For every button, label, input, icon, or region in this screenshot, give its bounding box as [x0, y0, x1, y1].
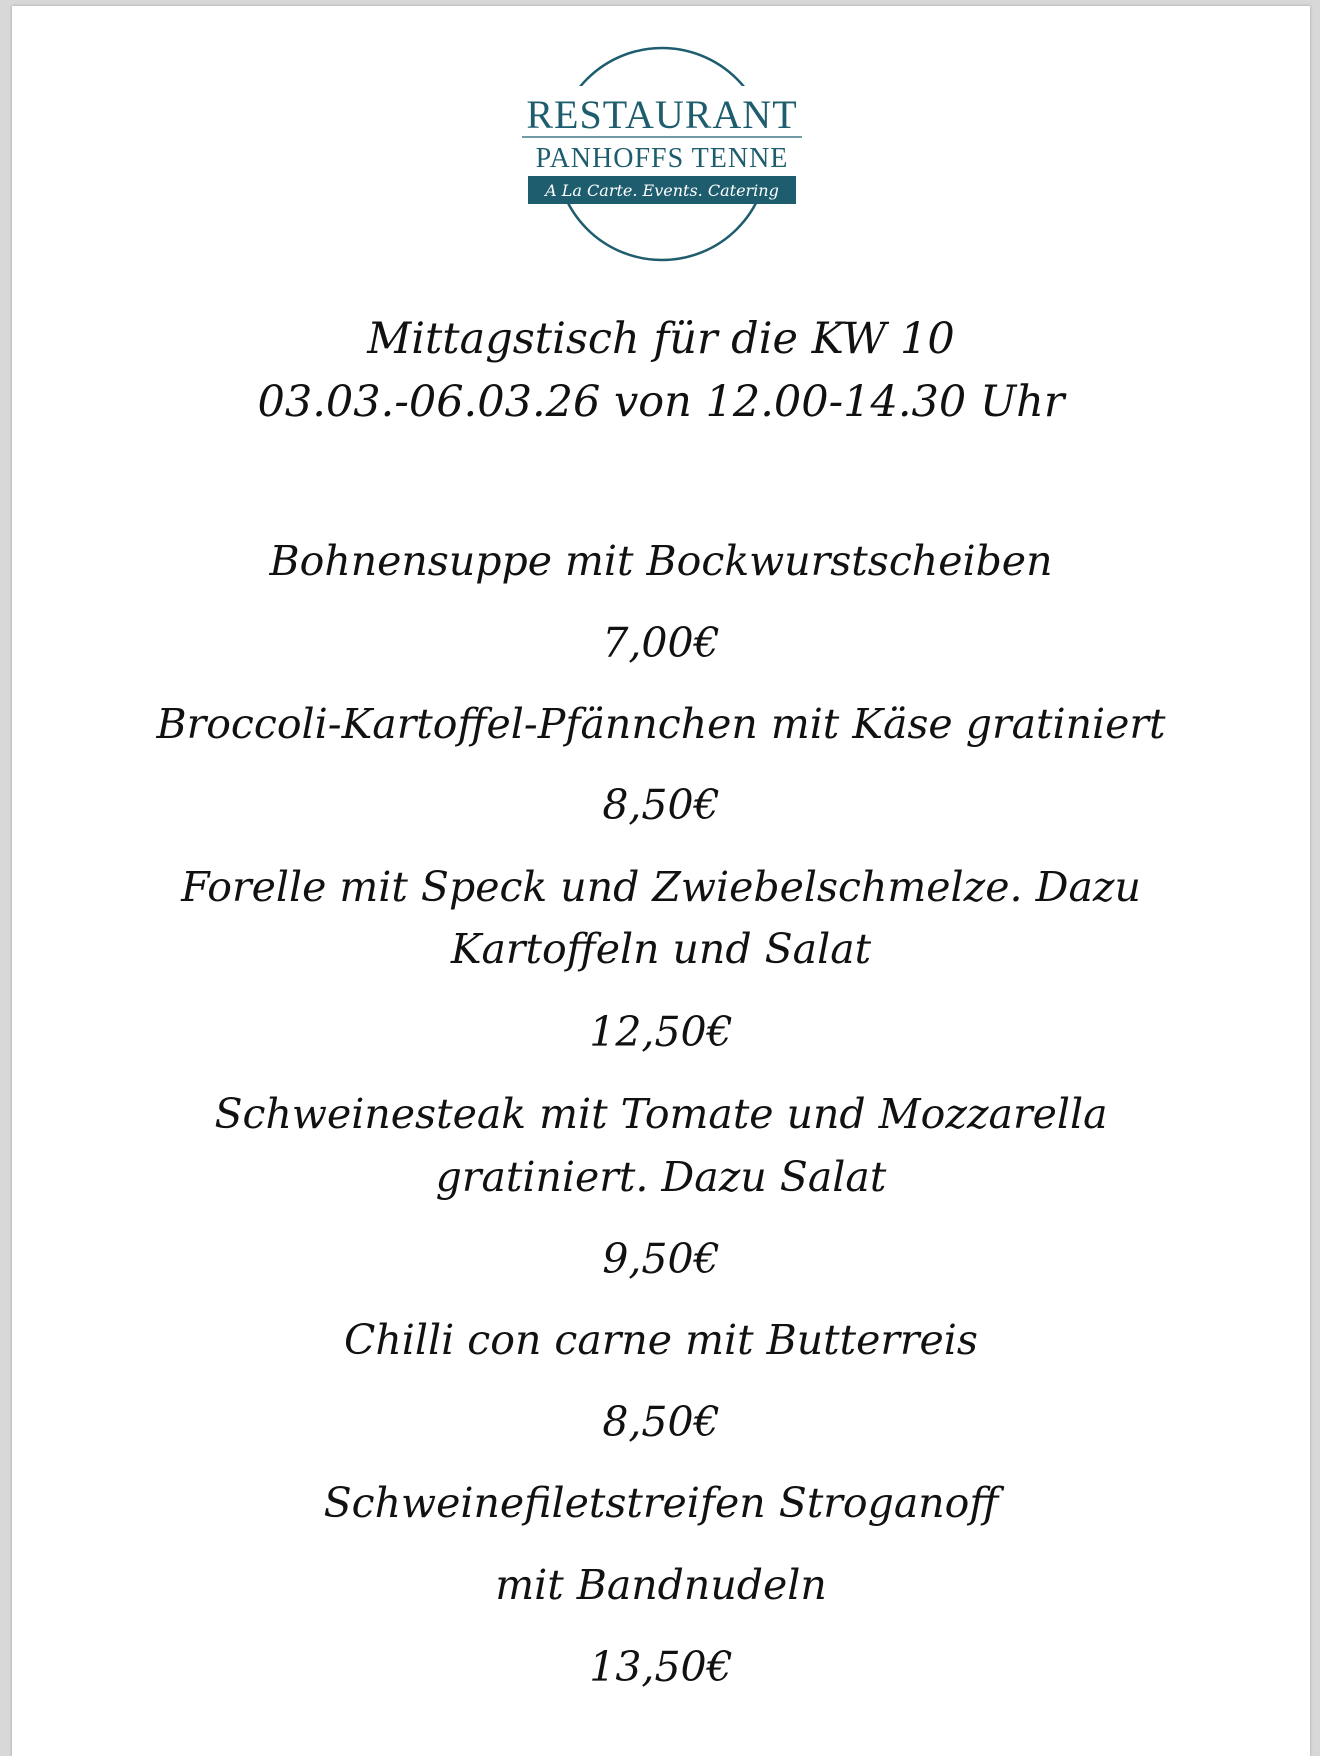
logo-line2: PANHOFFS TENNE	[535, 143, 789, 174]
dish-5-price: 8,50€	[602, 1398, 720, 1446]
dish-1-name: Bohnensuppe mit Bockwurstscheiben	[269, 537, 1053, 585]
dish-5-name: Chilli con carne mit Butterreis	[344, 1316, 978, 1364]
date-range: 03.03.-06.03.26 von 12.00-14.30 Uhr	[257, 377, 1065, 427]
page-title: Mittagstisch für die KW 10	[367, 314, 955, 364]
dish-4-price: 9,50€	[602, 1235, 720, 1283]
dish-1-price: 7,00€	[602, 619, 720, 667]
dish-4-name-line2: gratiniert. Dazu Salat	[435, 1153, 887, 1201]
logo-tagline: A La Carte. Events. Catering	[545, 181, 779, 200]
dish-6-name-line2: mit Bandnudeln	[495, 1561, 827, 1609]
dish-2-name: Broccoli-Kartoffel-Pfännchen mit Käse gratiniert	[156, 700, 1166, 748]
dish-3-name-line2: Kartoffeln und Salat	[450, 925, 872, 973]
dish-3-price: 12,50€	[589, 1008, 733, 1056]
dish-6-name-line1: Schweinefiletstreifen Stroganoff	[323, 1479, 999, 1527]
restaurant-logo	[492, 36, 832, 276]
menu-page	[12, 6, 1310, 1756]
dish-4-name-line1: Schweinesteak mit Tomate und Mozzarella	[214, 1090, 1108, 1138]
dish-3-name-line1: Forelle mit Speck und Zwiebelschmelze. Dazu	[181, 863, 1141, 911]
dish-6-price: 13,50€	[589, 1643, 733, 1691]
logo-line1: RESTAURANT	[526, 92, 798, 137]
dish-2-price: 8,50€	[602, 781, 720, 829]
